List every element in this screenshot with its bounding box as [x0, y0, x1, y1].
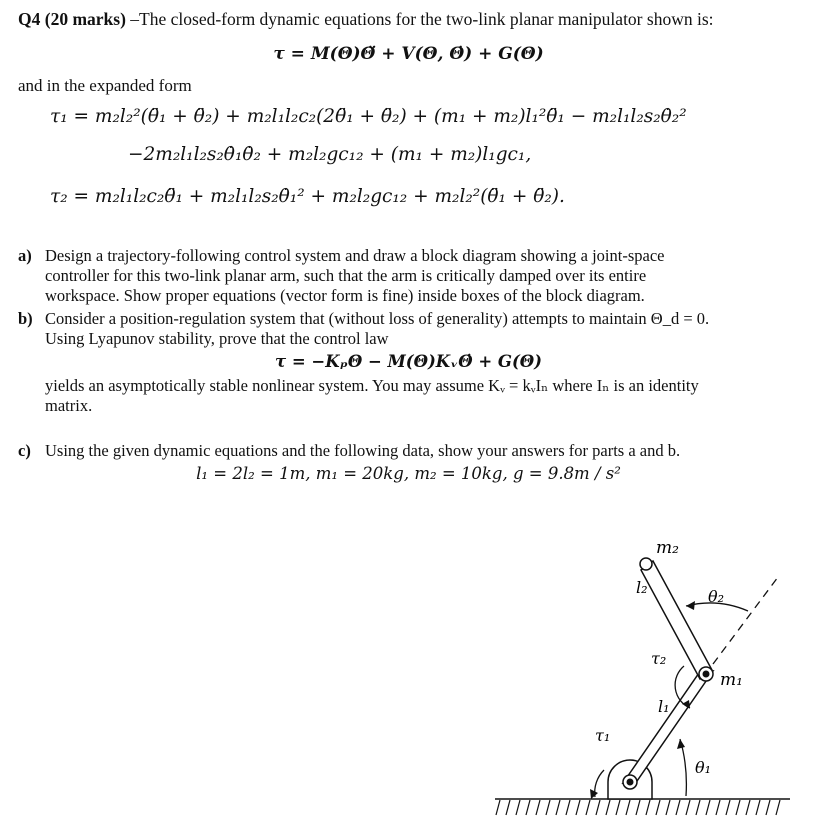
part-c-label: c) [18, 441, 31, 460]
label-tau2: τ₂ [651, 649, 667, 668]
label-theta1: θ₁ [695, 758, 712, 777]
tau1-equation-line1: τ₁ = m₂l₂²(θ̈₁ + θ̈₂) + m₂l₁l₂c₂(2θ̈₁ + θ̈₂) + (m₁ + m₂)l₁²θ̈₁ − m₂l₁l₂s₂θ̇₂² [50, 106, 687, 127]
label-theta2: θ₂ [708, 587, 725, 606]
part-b-line: Consider a position-regulation system that (without loss of generality) attempts to maintain Θ_d = 0. [45, 309, 710, 328]
data-equation: l₁ = 2l₂ = 1m, m₁ = 20kg, m₂ = 10kg, g = 9.8m / s² [196, 464, 621, 483]
ground-hatching [496, 800, 780, 815]
base-joint-center [627, 779, 634, 786]
tau1-equation-line2: −2m₂l₁l₂s₂θ̇₁θ̇₂ + m₂l₂gc₁₂ + (m₁ + m₂)l₁gc₁, [128, 144, 532, 165]
expanded-intro: and in the expanded form [18, 76, 192, 95]
tau1-arrowhead [590, 789, 598, 799]
label-l2: l₂ [636, 578, 648, 597]
mass-m2 [640, 558, 652, 570]
theta2-arrowhead [686, 601, 695, 610]
part-b-line: Using Lyapunov stability, prove that the control law [45, 329, 389, 348]
label-m1: m₁ [720, 670, 743, 690]
part-a-line: workspace. Show proper equations (vector form is fine) inside boxes of the block diagram. [45, 286, 645, 305]
question-number: Q4 [18, 9, 41, 29]
part-a-line: Design a trajectory-following control system and draw a block diagram showing a joint-space [45, 246, 665, 265]
label-tau1: τ₁ [595, 726, 611, 745]
part-a-line: controller for this two-link planar arm, such that the arm is critically damped over its entire [45, 266, 647, 285]
compact-equation: τ = M(Θ)Θ̈ + V(Θ, Θ̇) + G(Θ) [273, 44, 544, 64]
part-c-line: Using the given dynamic equations and the following data, show your answers for parts a and b. [45, 441, 681, 460]
control-law-equation: τ = −KₚΘ − M(Θ)KᵥΘ̇ + G(Θ) [275, 352, 542, 371]
question-marks: (20 marks) [44, 9, 126, 29]
question-intro: –The closed-form dynamic equations for the two-link planar manipulator shown is: [130, 9, 714, 29]
part-b-label: b) [18, 309, 33, 328]
label-m2: m₂ [656, 538, 679, 558]
part-b-line: matrix. [45, 396, 93, 415]
label-l1: l₁ [658, 697, 670, 716]
part-a-label: a) [18, 246, 32, 265]
tau2-equation: τ₂ = m₂l₁l₂c₂θ̈₁ + m₂l₁l₂s₂θ̇₁² + m₂l₂gc₁₂ + m₂l₂²(θ̈₁ + θ̈₂). [50, 186, 565, 207]
mass-m1-center [703, 671, 710, 678]
part-b-line: yields an asymptotically stable nonlinear system. You may assume Kᵥ = kᵥIₙ where Iₙ is an identity [45, 376, 699, 395]
